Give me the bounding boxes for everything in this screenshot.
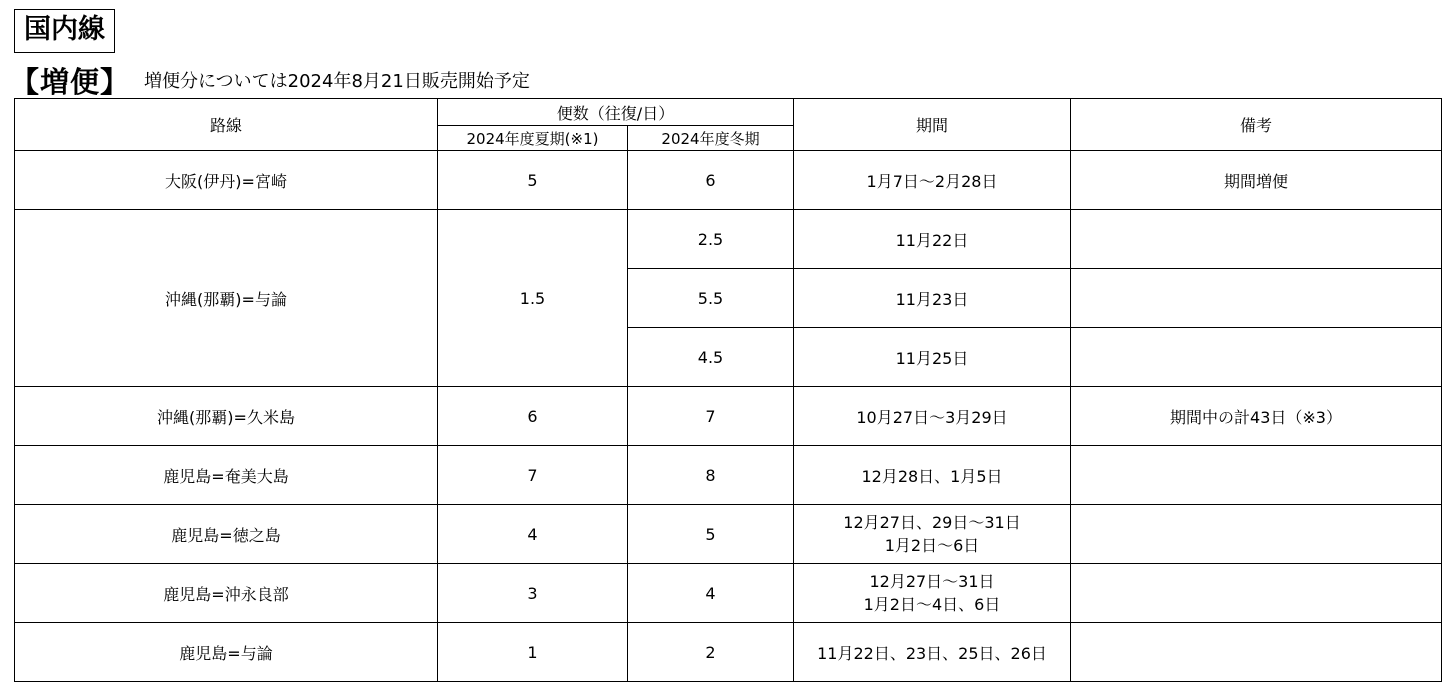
subheading: 【増便】 <box>10 64 131 99</box>
period-cell: 11月25日 <box>794 328 1071 387</box>
period-cell: 11月22日、23日、25日、26日 <box>794 623 1071 682</box>
route-cell: 沖縄(那覇)=久米島 <box>15 387 438 446</box>
remarks-cell <box>1071 269 1442 328</box>
period-line: 12月27日～31日 <box>869 572 995 591</box>
winter-cell: 4 <box>628 564 794 623</box>
header-remarks: 備考 <box>1071 99 1442 151</box>
period-cell: 1月7日～2月28日 <box>794 151 1071 210</box>
route-cell: 鹿児島=沖永良部 <box>15 564 438 623</box>
summer-cell: 4 <box>438 505 628 564</box>
header-row <box>15 99 1442 126</box>
table-row <box>15 387 1442 446</box>
period-cell: 11月22日 <box>794 210 1071 269</box>
period-line: 1月2日～4日、6日 <box>863 595 1001 614</box>
subheading-row <box>10 62 530 98</box>
header-route: 路線 <box>15 99 438 151</box>
header-summer: 2024年度夏期(※1) <box>438 126 628 151</box>
sales-start-note: 増便分については2024年8月21日販売開始予定 <box>144 71 530 92</box>
period-cell <box>794 564 1071 623</box>
route-cell: 鹿児島=奄美大島 <box>15 446 438 505</box>
summer-cell: 3 <box>438 564 628 623</box>
table-row <box>15 446 1442 505</box>
table-row <box>15 564 1442 623</box>
route-cell: 鹿児島=徳之島 <box>15 505 438 564</box>
period-line: 12月27日、29日～31日 <box>843 513 1021 532</box>
remarks-cell <box>1071 623 1442 682</box>
section-title: 国内線 <box>14 9 115 53</box>
flight-increase-table <box>14 98 1442 682</box>
table-row <box>15 210 1442 269</box>
route-cell: 沖縄(那覇)=与論 <box>15 210 438 387</box>
table-row <box>15 623 1442 682</box>
period-cell <box>794 505 1071 564</box>
remarks-cell <box>1071 446 1442 505</box>
summer-cell: 6 <box>438 387 628 446</box>
route-cell: 大阪(伊丹)=宮崎 <box>15 151 438 210</box>
winter-cell: 8 <box>628 446 794 505</box>
header-winter: 2024年度冬期 <box>628 126 794 151</box>
remarks-cell <box>1071 505 1442 564</box>
header-flights: 便数（往復/日） <box>438 99 794 126</box>
period-cell: 12月28日、1月5日 <box>794 446 1071 505</box>
remarks-cell <box>1071 564 1442 623</box>
table-row <box>15 505 1442 564</box>
period-cell: 11月23日 <box>794 269 1071 328</box>
table-row <box>15 151 1442 210</box>
winter-cell: 2 <box>628 623 794 682</box>
header-period: 期間 <box>794 99 1071 151</box>
period-cell: 10月27日～3月29日 <box>794 387 1071 446</box>
remarks-cell <box>1071 210 1442 269</box>
route-cell: 鹿児島=与論 <box>15 623 438 682</box>
remarks-cell: 期間中の計43日（※3） <box>1071 387 1442 446</box>
winter-cell: 7 <box>628 387 794 446</box>
summer-cell: 7 <box>438 446 628 505</box>
remarks-cell: 期間増便 <box>1071 151 1442 210</box>
period-line: 1月2日～6日 <box>884 536 980 555</box>
winter-cell: 5.5 <box>628 269 794 328</box>
winter-cell: 5 <box>628 505 794 564</box>
winter-cell: 2.5 <box>628 210 794 269</box>
winter-cell: 4.5 <box>628 328 794 387</box>
winter-cell: 6 <box>628 151 794 210</box>
summer-cell: 5 <box>438 151 628 210</box>
remarks-cell <box>1071 328 1442 387</box>
summer-cell: 1.5 <box>438 210 628 387</box>
summer-cell: 1 <box>438 623 628 682</box>
